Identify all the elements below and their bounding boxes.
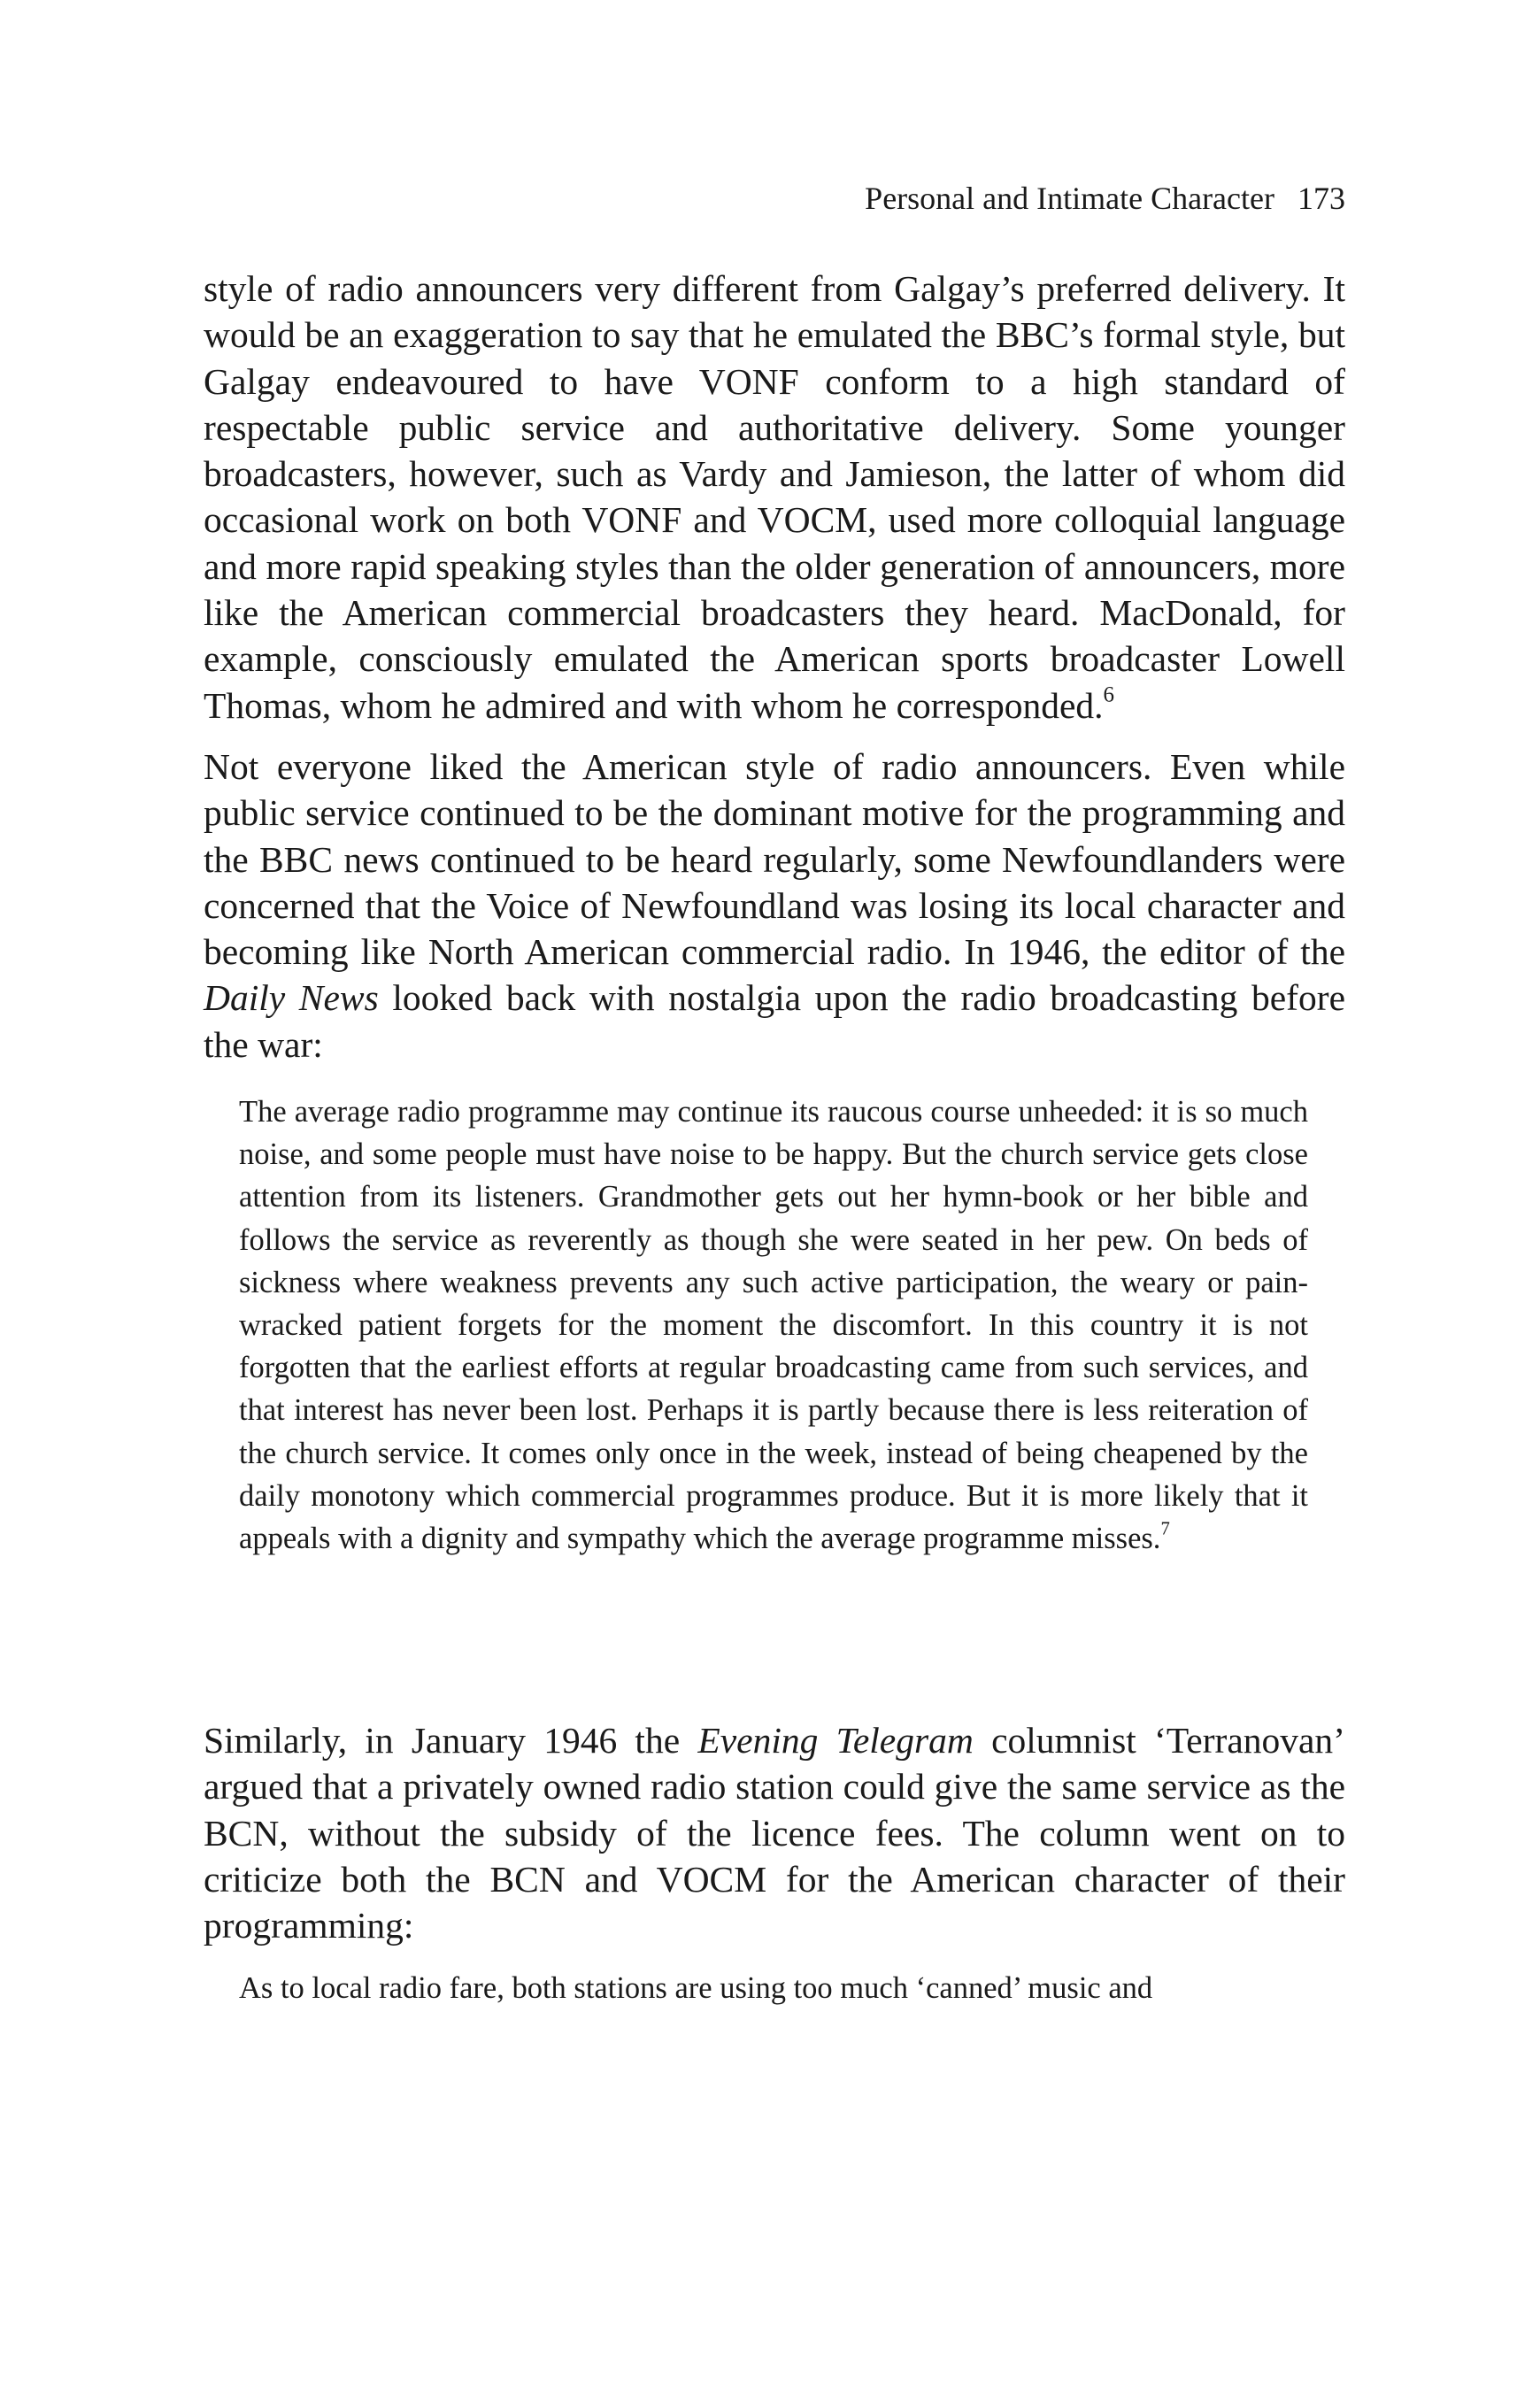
paragraph-text: Similarly, in January 1946 the: [204, 1720, 698, 1761]
paragraph-text: looked back with nostalgia upon the radio broadcasting before the war:: [204, 977, 1345, 1065]
publication-title: Daily News: [204, 977, 379, 1019]
block-quote-daily-news: [239, 1091, 1308, 1560]
paragraph-terranovan: [204, 1717, 1345, 1948]
block-quote-terranovan: [239, 1967, 1308, 2009]
footnote-reference: 6: [1103, 682, 1114, 706]
paragraph-text: style of radio announcers very different from Galgay’s preferred delivery. It would be an exaggeration to say that he emulated the BBC’s formal style, but Galgay endeavoured to have VONF conform to a high standard of respectable public service and authoritative delivery. Some younger broadcasters, however, such as Vardy and Jamieson, the latter of whom did occasional work on both VONF and VOCM, used more colloquial language and more rapid speaking styles than the older generation of announcers, more like the American commercial broadcasters they heard. MacDonald, for example, consciously emulated the American sports broadcaster Lowell Thomas, whom he admired and with whom he corresponded.: [204, 268, 1345, 726]
running-head: [204, 177, 1345, 220]
paragraph-american-style: [204, 744, 1345, 1068]
quote-text: The average radio programme may continue its raucous course unheeded: it is so much noise, and some people must have noise to be happy. But the church service gets close attention from its listeners. Grandmother gets out her hymn-book or her bible and follows the service as reverently as though she were seated in her pew. On beds of sickness where weakness prevents any such active participation, the weary or pain-wracked patient forgets for the moment the discomfort. In this country it is not forgotten that the earliest efforts at regular broadcasting came from such services, and that interest has never been lost. Perhaps it is partly because there is less reiteration of the church service. It comes only once in the week, instead of being cheapened by the daily monotony which commercial programmes produce. But it is more likely that it appeals with a dignity and sympathy which the average programme misses.: [239, 1095, 1308, 1556]
footnote-reference: 7: [1160, 1519, 1170, 1539]
page-number: 173: [1297, 181, 1345, 216]
paragraph-text: columnist ‘Terranovan’ argued that a privately owned radio station could give the same service as the BCN, without the subsidy of the licence fees. The column went on to criticize both the BCN and VOCM for the American character of their programming:: [204, 1720, 1345, 1946]
paragraph-announcer-styles: [204, 266, 1345, 728]
paragraph-text: Not everyone liked the American style of radio announcers. Even while public service continued to be the dominant motive for the programming and the BBC news continued to be heard regularly, some Newfoundlanders were concerned that the Voice of Newfoundland was losing its local character and becoming like North American commercial radio. In 1946, the editor of the: [204, 746, 1345, 973]
publication-title: Evening Telegram: [697, 1720, 974, 1761]
running-head-title: Personal and Intimate Character: [865, 181, 1274, 216]
quote-text: As to local radio fare, both stations are using too much ‘canned’ music and: [239, 1971, 1153, 2005]
